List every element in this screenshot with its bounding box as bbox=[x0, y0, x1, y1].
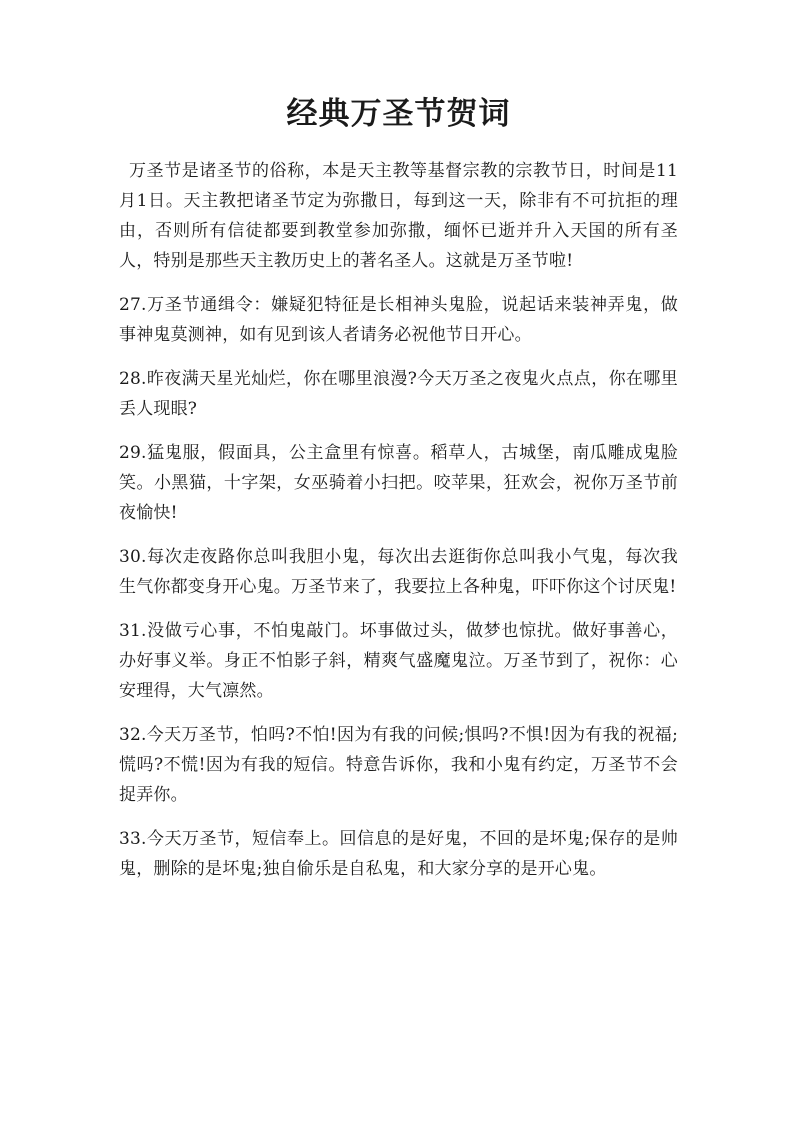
document-title: 经典万圣节贺词 bbox=[286, 96, 511, 132]
intro-paragraph: 万圣节是诸圣节的俗称，本是天主教等基督宗教的宗教节日，时间是11月1日。天主教把诸圣节定为弥撒日，每到这一天，除非有不可抗拒的理由，否则所有信徒都要到教堂参加弥撒，缅怀已逝并升入天国的所有圣人，特别是那些天主教历史上的著名圣人。这就是万圣节啦! bbox=[119, 161, 678, 271]
greeting-item-31: 31.没做亏心事，不怕鬼敲门。坏事做过头，做梦也惊扰。做好事善心，办好事义举。身正不怕影子斜，精爽气盛魔鬼泣。万圣节到了，祝你：心安理得，大气凛然。 bbox=[119, 621, 678, 701]
greeting-item-30: 30.每次走夜路你总叫我胆小鬼，每次出去逛街你总叫我小气鬼，每次我生气你都变身开心鬼。万圣节来了，我要拉上各种鬼，吓吓你这个讨厌鬼! bbox=[119, 547, 678, 597]
greeting-item-32: 32.今天万圣节，怕吗?不怕!因为有我的问候;惧吗?不惧!因为有我的祝福;慌吗?不慌!因为有我的短信。特意告诉你，我和小鬼有约定，万圣节不会捉弄你。 bbox=[119, 725, 678, 805]
greeting-item-28: 28.昨夜满天星光灿烂，你在哪里浪漫?今天万圣之夜鬼火点点，你在哪里丢人现眼? bbox=[119, 369, 678, 419]
greeting-item-27: 27.万圣节通缉令：嫌疑犯特征是长相神头鬼脸，说起话来装神弄鬼，做事神鬼莫测神，如有见到该人者请务必祝他节日开心。 bbox=[119, 295, 678, 345]
greeting-item-29: 29.猛鬼服，假面具，公主盒里有惊喜。稻草人，古城堡，南瓜雕成鬼脸笑。小黑猫，十字架，女巫骑着小扫把。咬苹果，狂欢会，祝你万圣节前夜愉快! bbox=[119, 443, 678, 523]
greeting-item-33: 33.今天万圣节，短信奉上。回信息的是好鬼，不回的是坏鬼;保存的是帅鬼，删除的是坏鬼;独自偷乐是自私鬼，和大家分享的是开心鬼。 bbox=[119, 829, 678, 879]
